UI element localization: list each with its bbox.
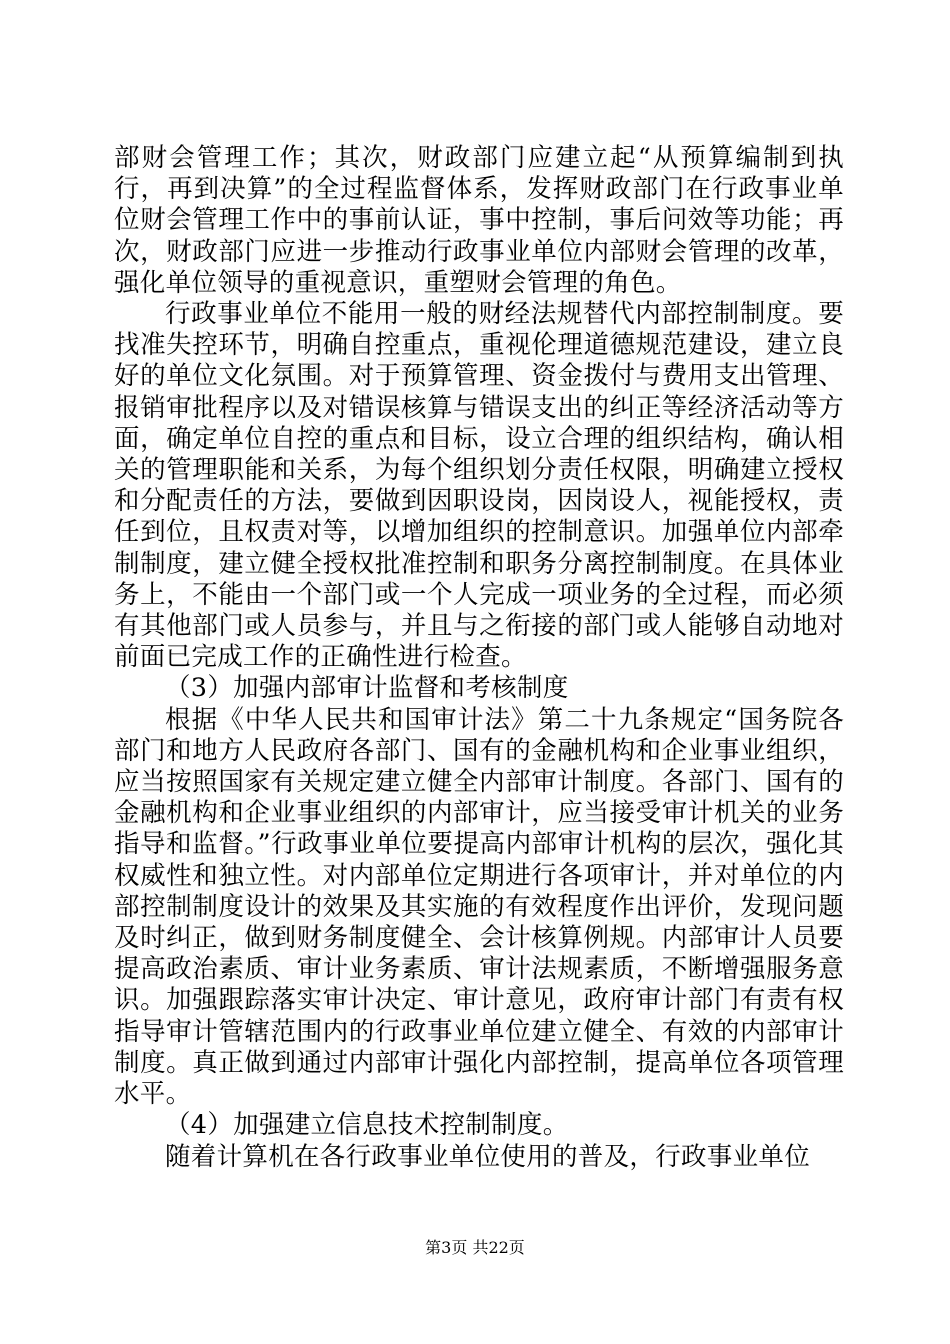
paragraph-continuation: 部财会管理工作；其次，财政部门应建立起“从预算编制到执行，再到决算”的全过程监督体系，发挥财政部门在行政事业单位财会管理工作中的事前认证，事中控制，事后问效等功能；再次，财政部门应进一步推动行政事业单位内部财会管理的改革，强化单位领导的重视意识，重塑财会管理的角色。 xyxy=(114,143,844,298)
section-heading-it-control: （4）加强建立信息技术控制制度。 xyxy=(165,1110,569,1141)
section-heading-internal-audit: （3）加强内部审计监督和考核制度 xyxy=(165,673,569,704)
document-body xyxy=(114,143,844,1173)
page-number-label: 第3页 共22页 xyxy=(425,1238,525,1257)
paragraph-internal-audit: 根据《中华人民共和国审计法》第二十九条规定“国务院各部门和地方人民政府各部门、国有的金融机构和企业事业组织，应当按照国家有关规定建立健全内部审计制度。各部门、国有的金融机构和企业事业组织的内部审计，应当接受审计机关的业务指导和监督。”行政事业单位要提高内部审计机构的层次，强化其权威性和独立性。对内部单位定期进行各项审计，并对单位的内部控制制度设计的效果及其实施的有效程度作出评价，发现问题及时纠正，做到财务制度健全、会计核算例规。内部审计人员要提高政治素质、审计业务素质、审计法规素质，不断增强服务意识。加强跟踪落实审计决定、审计意见，政府审计部门有责有权指导审计管辖范围内的行政事业单位建立健全、有效的内部审计制度。真正做到通过内部审计强化内部控制，提高单位各项管理水平。 xyxy=(114,704,844,1110)
paragraph-internal-control: 行政事业单位不能用一般的财经法规替代内部控制制度。要找准失控环节，明确自控重点，重视伦理道德规范建设，建立良好的单位文化氛围。对于预算管理、资金拨付与费用支出管理、报销审批程序以及对错误核算与错误支出的纠正等经济活动等方面，确定单位自控的重点和目标，设立合理的组织结构，确认相关的管理职能和关系，为每个组织划分责任权限，明确建立授权和分配责任的方法，要做到因职设岗，因岗设人，视能授权，责任到位，且权责对等，以增加组织的控制意识。加强单位内部牵制制度，建立健全授权批准控制和职务分离控制制度。在具体业务上，不能由一个部门或一个人完成一项业务的全过程，而必须有其他部门或人员参与，并且与之衔接的部门或人能够自动地对前面已完成工作的正确性进行检查。 xyxy=(114,299,844,673)
paragraph-it-control: 随着计算机在各行政事业单位使用的普及，行政事业单位 xyxy=(165,1141,811,1172)
page-footer xyxy=(0,1238,950,1258)
